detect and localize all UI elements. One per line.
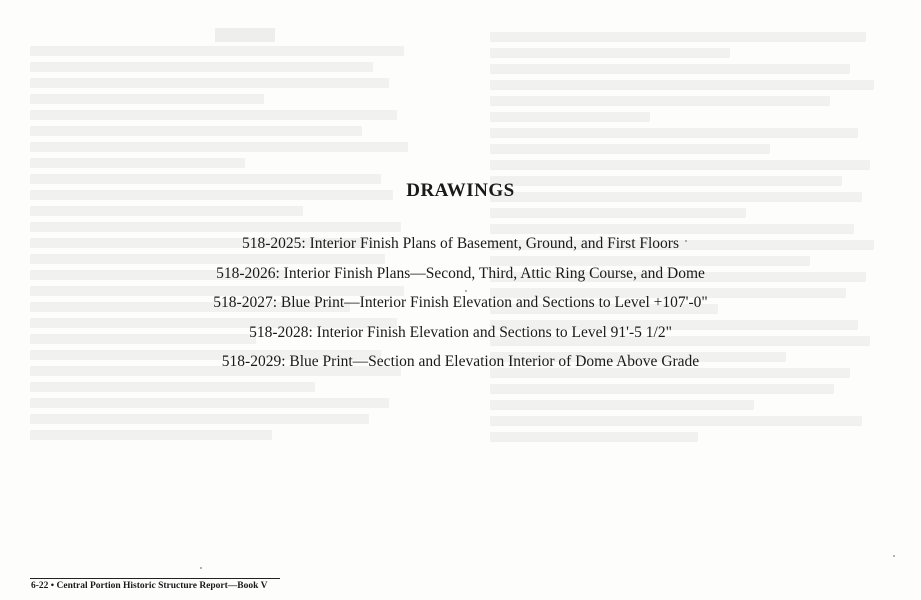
scan-speck (465, 290, 467, 292)
document-title: Central Portion Historic Structure Report—Book V (56, 581, 268, 591)
drawing-item: 518-2027: Blue Print—Interior Finish Elevation and Sections to Level +107'-0" (213, 294, 708, 311)
page-footer (31, 581, 268, 591)
drawing-item: 518-2026: Interior Finish Plans—Second, Third, Attic Ring Course, and Dome (216, 264, 705, 282)
page-number: 6-22 (31, 581, 49, 591)
drawing-item: 518-2025: Interior Finish Plans of Basement, Ground, and First Floors (242, 235, 679, 252)
scan-speck (685, 240, 687, 242)
scan-speck (893, 555, 895, 557)
drawing-item: 518-2028: Interior Finish Elevation and Sections to Level 91'-5 1/2" (249, 323, 672, 341)
footer-rule (30, 578, 280, 579)
footer-separator: • (50, 581, 55, 591)
drawings-list (0, 229, 921, 377)
drawing-item: 518-2029: Blue Print—Section and Elevation Interior of Dome Above Grade (221, 353, 700, 370)
scan-speck (200, 567, 202, 569)
section-heading: DRAWINGS (406, 180, 515, 201)
